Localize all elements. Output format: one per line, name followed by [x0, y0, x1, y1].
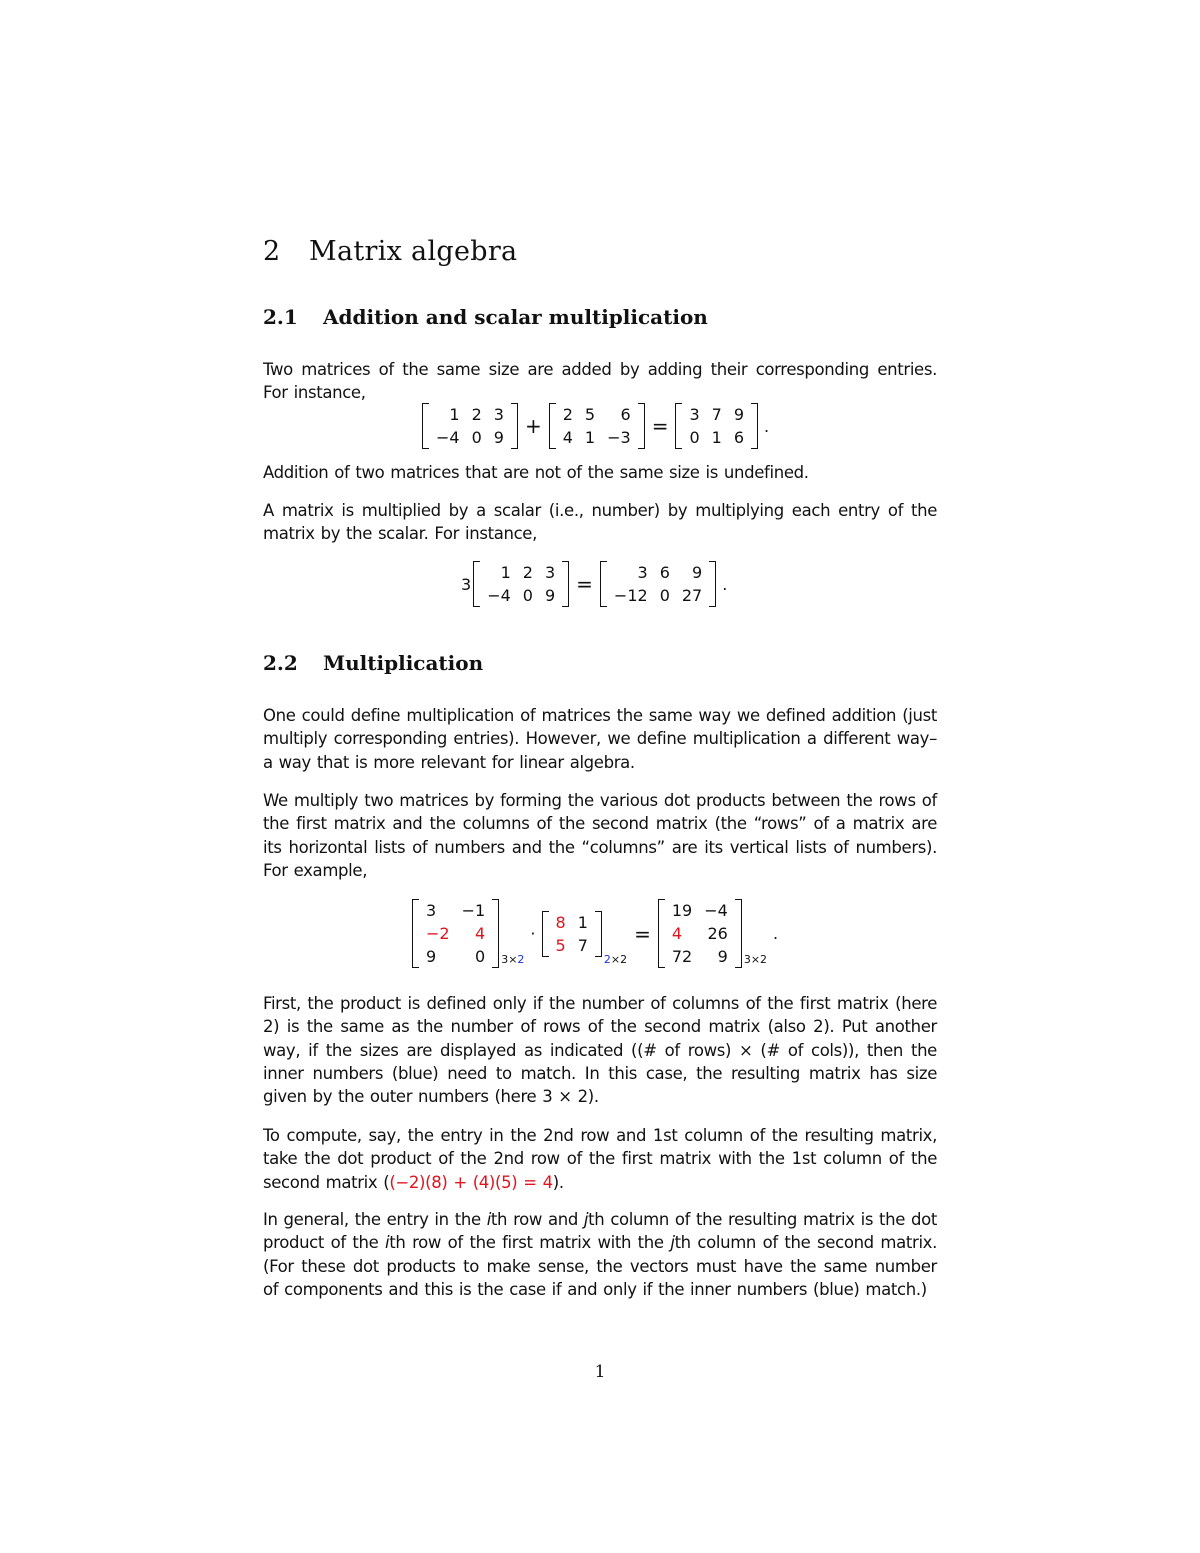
matrix-cell: 5	[584, 405, 596, 424]
text-run: th column of the second matrix. (For these dot products to make sense, the vectors must have the same number of components and this is the case if and only if the inner numbers (blue) match.)	[263, 1233, 937, 1299]
page-number: 1	[594, 1362, 606, 1382]
section-number: 2	[263, 236, 281, 267]
matrix-cell: 1	[711, 428, 722, 447]
matrix-cell: 27	[681, 586, 703, 605]
matrix-a	[412, 899, 499, 968]
subsection-number: 2.2	[263, 651, 298, 675]
matrix-cell: 1	[577, 912, 588, 932]
matrix-cell: 2	[471, 405, 482, 424]
matrix-cell: −4	[487, 586, 511, 605]
size-cols: 2	[620, 953, 628, 966]
matrix-cell: 3	[426, 901, 437, 920]
paragraph-size-rule: First, the product is defined only if the number of columns of the first matrix (here 2) is the same as the number of rows of the second matrix (also 2). Put another way, if the sizes are displayed as indicated ((# of rows) × (# of cols)), then the inner numbers (blue) need to match. In this case, the resulting matrix has size given by the outer numbers (here 3 × 2).	[263, 994, 937, 1107]
matrix-cell: 72	[671, 947, 693, 966]
matrix-cell: 9	[426, 947, 437, 966]
subsection-title-text: Addition and scalar multiplication	[323, 305, 708, 329]
matrix-cell: 6	[733, 428, 745, 447]
equation-scalar-multiplication	[461, 561, 727, 607]
matrix-cell: 6	[659, 563, 670, 582]
paragraph-undefined-addition: Addition of two matrices that are not of the same size is undefined.	[263, 463, 809, 482]
equals-sign: =	[634, 921, 651, 946]
matrix-result	[658, 899, 742, 968]
matrix-cell: −4	[436, 428, 460, 447]
matrix-cell: −12	[613, 586, 648, 605]
matrix-cell: 9	[733, 405, 745, 424]
matrix-cell: 1	[584, 428, 596, 447]
matrix-cell: 9	[493, 428, 504, 447]
matrix-cell: 4	[671, 924, 683, 943]
matrix-cell: 9	[544, 586, 556, 605]
paragraph-scalar-multiplication: A matrix is multiplied by a scalar (i.e., number) by multiplying each entry of the matrix by the scalar. For instance,	[263, 501, 937, 544]
equation-matrix-product	[412, 899, 778, 968]
matrix-cell: 8	[555, 912, 566, 932]
matrix-cell: 0	[471, 428, 482, 447]
matrix-cell: 3	[637, 563, 648, 582]
matrix-cell: −1	[461, 901, 486, 920]
matrix-cell: 3	[493, 405, 504, 424]
subsection-heading-2-1	[263, 305, 708, 329]
index-i: i	[486, 1210, 491, 1229]
subsection-heading-2-2	[263, 651, 483, 675]
matrix-c	[675, 403, 758, 449]
matrix-cell: −4	[704, 901, 728, 920]
subsection-title-text: Multiplication	[323, 651, 484, 675]
matrix-size-label	[604, 953, 627, 966]
scalar-value: 3	[461, 574, 472, 594]
matrix-cell: 19	[671, 901, 693, 920]
matrix-cell: 2	[522, 563, 533, 582]
paragraph-multiplication-intro: One could define multiplication of matrices the same way we defined addition (just multiply corresponding entries). However, we define multiplication a different way–a way that is more relevant for linear algebra.	[263, 706, 937, 772]
section-heading	[263, 236, 517, 267]
index-j: j	[583, 1210, 589, 1229]
matrix-size-label	[744, 953, 767, 966]
paragraph-general-rule	[263, 1208, 937, 1301]
matrix-cell: 1	[449, 405, 460, 424]
index-i: i	[385, 1233, 390, 1253]
matrix-a	[473, 561, 569, 607]
compute-text: To compute, say, the entry in the 2nd row and 1st column of the resulting matrix, take the dot product of the 2nd row of the first matrix with the 1st column of the second matrix (	[263, 1126, 937, 1192]
index-j: j	[670, 1233, 675, 1253]
matrix-cell: −2	[426, 924, 450, 943]
matrix-cell: 4	[562, 428, 573, 447]
section-title-text: Matrix algebra	[309, 236, 518, 267]
text-run: In general, the entry in the	[263, 1210, 487, 1229]
computation-highlight: (−2)(8) + (4)(5) = 4	[389, 1172, 553, 1192]
size-times: ×	[610, 953, 621, 966]
text-run: th row of the first matrix with the	[389, 1233, 671, 1253]
matrix-size-label	[501, 953, 524, 966]
matrix-cell: 7	[577, 935, 588, 955]
text-run: th row and	[490, 1210, 584, 1229]
equation-period: .	[773, 924, 779, 943]
size-rows: 2	[603, 953, 611, 966]
matrix-cell: 5	[555, 935, 566, 955]
matrix-result	[600, 561, 716, 607]
matrix-cell: 0	[522, 586, 533, 605]
size-times: ×	[508, 953, 518, 966]
equation-matrix-addition	[422, 403, 769, 449]
paragraph-dot-products: We multiply two matrices by forming the various dot products between the rows of the first matrix and the columns of the second matrix (the “rows” of a matrix are its horizontal lists of numbers and the “columns” are its vertical lists of numbers). For example,	[263, 791, 937, 880]
matrix-b	[549, 403, 645, 449]
equation-period: .	[764, 416, 770, 436]
matrix-cell: 0	[689, 428, 700, 447]
matrix-cell: 0	[475, 947, 486, 966]
equals-sign: =	[651, 414, 669, 438]
matrix-cell: 0	[659, 586, 670, 605]
matrix-cell: 3	[544, 563, 556, 582]
matrix-cell: 6	[620, 405, 631, 424]
matrix-cell: 2	[562, 405, 573, 424]
matrix-cell: 4	[475, 924, 486, 943]
matrix-b	[542, 911, 602, 957]
size-times: ×	[750, 953, 761, 966]
matrix-cell: 9	[692, 563, 703, 582]
text-run: th column of the resulting matrix is the dot product of the	[263, 1210, 937, 1253]
matrix-cell: 26	[707, 924, 728, 943]
paragraph-addition: Two matrices of the same size are added by adding their corresponding entries. For instance,	[263, 360, 937, 403]
matrix-cell: 3	[689, 405, 700, 424]
size-cols: 2	[517, 953, 525, 966]
compute-end: ).	[552, 1172, 564, 1192]
equals-sign: =	[576, 572, 593, 596]
paragraph-compute-entry	[263, 1124, 937, 1194]
size-rows: 3	[743, 953, 751, 966]
plus-sign: +	[524, 414, 542, 438]
size-rows: 3	[501, 953, 509, 966]
matrix-cell: 1	[500, 563, 511, 582]
dot-operator: ·	[530, 924, 536, 943]
matrix-cell: 7	[711, 405, 722, 424]
equation-period: .	[722, 574, 728, 594]
matrix-cell: 9	[717, 947, 728, 966]
matrix-cell: −3	[607, 428, 631, 447]
size-cols: 2	[760, 953, 768, 966]
matrix-a	[422, 403, 518, 449]
subsection-number: 2.1	[263, 305, 298, 329]
